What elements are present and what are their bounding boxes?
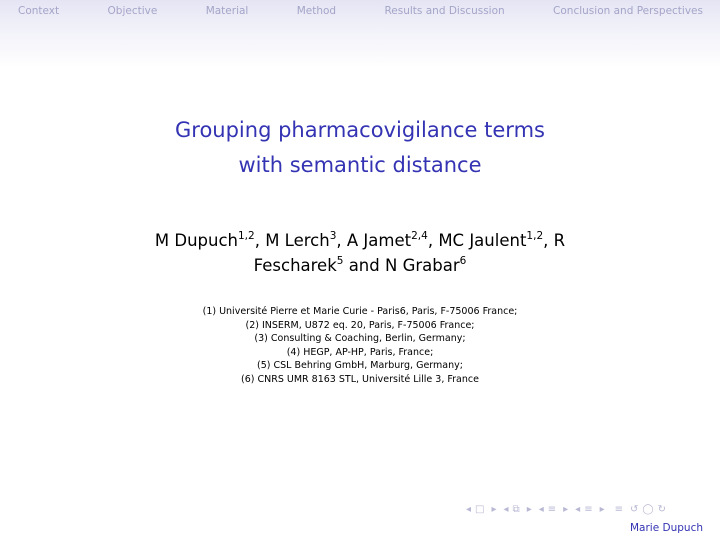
author-affil-sup: 2,4 [411, 230, 428, 242]
author-sep: , [336, 231, 347, 250]
slide-title-line-1: Grouping pharmacovigilance terms [175, 118, 545, 142]
author-and: and [343, 256, 385, 275]
slide-icon[interactable]: □ [475, 503, 485, 515]
prev-slide-icon[interactable]: ◂ [466, 503, 472, 515]
back-icon[interactable]: ↺ [630, 503, 639, 515]
subsection-icon[interactable]: ≡ [547, 503, 557, 515]
nav-method[interactable]: Method [296, 5, 337, 17]
nav-objective[interactable]: Objective [107, 5, 158, 17]
affiliation: (6) CNRS UMR 8163 STL, Université Lille 3, France [241, 373, 479, 385]
search-icon[interactable]: ◯ [642, 503, 654, 515]
author-affil-sup: 5 [336, 255, 344, 267]
author-name: M Dupuch [154, 231, 238, 250]
affiliation: (4) HEGP, AP-HP, Paris, France; [286, 346, 434, 358]
nav-conclusion[interactable]: Conclusion and Perspectives [553, 5, 703, 17]
authors-line-2 [0, 253, 720, 279]
author-name-part: Fescharek [253, 256, 337, 275]
author-sep: , [427, 231, 439, 250]
author-sep: , [543, 231, 554, 250]
nav-results[interactable]: Results and Discussion [384, 5, 505, 17]
author-sep: , [254, 231, 266, 250]
nav-context[interactable]: Context [18, 5, 60, 17]
prev-subsection-icon[interactable]: ◂ [538, 503, 544, 515]
author-name: N Grabar [385, 256, 460, 275]
author-affil-sup: 3 [329, 230, 337, 242]
authors-line-1 [0, 228, 720, 254]
affiliation: (5) CSL Behring GmbH, Marburg, Germany; [257, 360, 463, 371]
document-icon[interactable]: ≡ [614, 503, 624, 515]
affiliations [0, 305, 720, 386]
section-icon[interactable]: ≡ [584, 503, 593, 515]
forward-icon[interactable]: ↻ [657, 503, 666, 515]
slide-title-line-2: with semantic distance [238, 153, 482, 177]
next-subsection-icon[interactable]: ▸ [563, 503, 569, 515]
author-affil-sup: 6 [459, 255, 467, 267]
affiliation: (3) Consulting & Coaching, Berlin, Germany; [254, 333, 466, 344]
affiliation: (1) Université Pierre et Marie Curie - Paris6, Paris, F-75006 France; [202, 306, 518, 317]
author-affil-sup: 1,2 [238, 230, 255, 242]
author-affil-sup: 1,2 [526, 230, 544, 242]
affiliation: (2) INSERM, U872 eq. 20, Paris, F-75006 France; [245, 319, 475, 331]
author-name: MC Jaulent [438, 231, 527, 250]
prev-frame-icon[interactable]: ◂ [503, 503, 509, 515]
footer-author: Marie Dupuch [629, 522, 703, 534]
section-nav [0, 0, 720, 22]
author-name: A Jamet [346, 231, 412, 250]
next-frame-icon[interactable]: ▸ [526, 503, 532, 515]
next-slide-icon[interactable]: ▸ [491, 503, 497, 515]
nav-material[interactable]: Material [205, 5, 249, 17]
prev-section-icon[interactable]: ◂ [575, 503, 581, 515]
header-bar [0, 0, 720, 68]
frame-icon[interactable]: ⧉ [512, 503, 520, 515]
next-section-icon[interactable]: ▸ [599, 503, 605, 515]
author-name: M Lerch [265, 231, 330, 250]
author-name-part: R [553, 231, 566, 250]
beamer-navigation [464, 502, 668, 516]
